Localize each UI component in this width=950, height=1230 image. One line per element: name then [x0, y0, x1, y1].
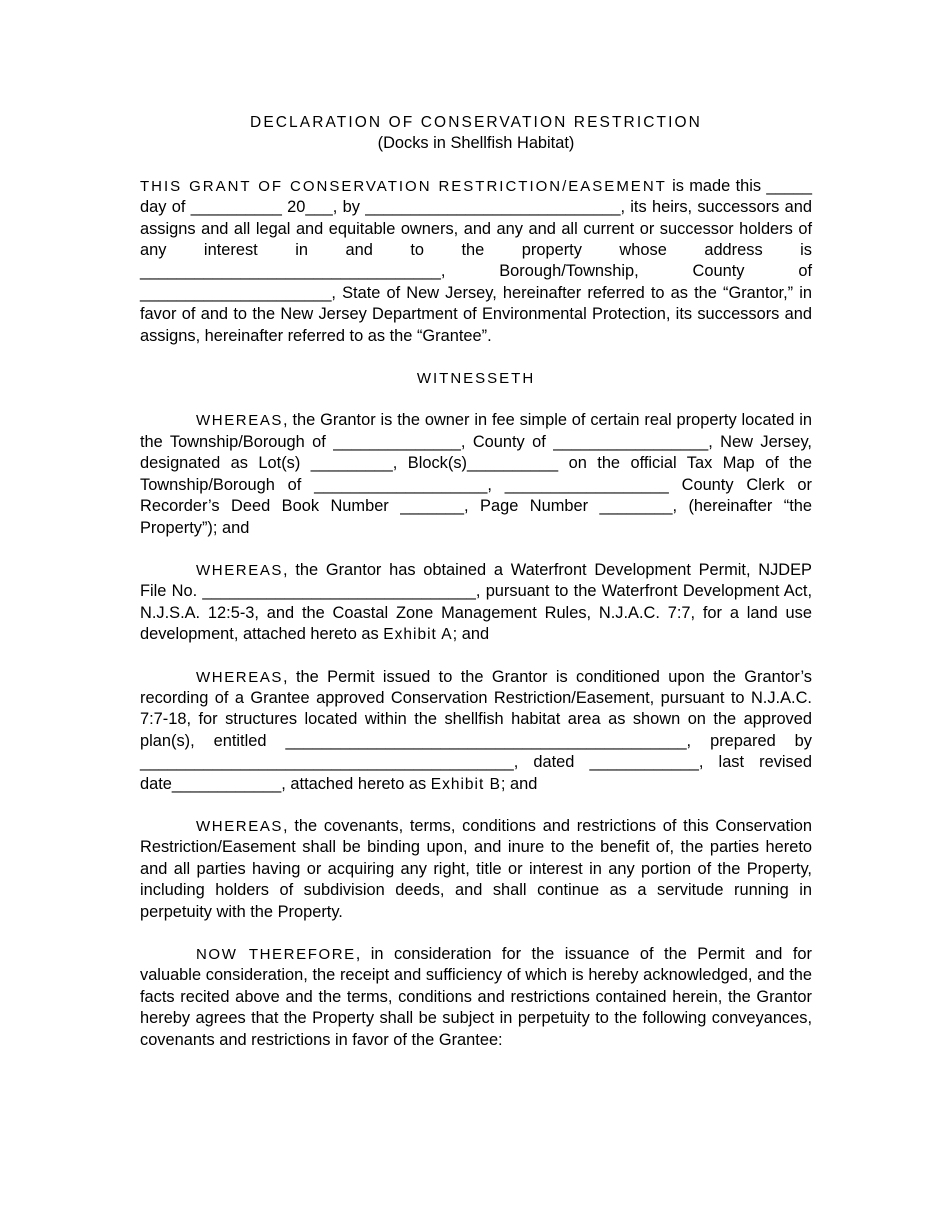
document-page [140, 112, 812, 1051]
whereas-paragraph-2 [140, 560, 812, 646]
whereas-body-end: ; and [452, 625, 490, 644]
whereas-paragraph-3 [140, 667, 812, 795]
whereas-body-end: ; and [500, 774, 538, 793]
document-title: DECLARATION OF CONSERVATION RESTRICTION [250, 114, 702, 131]
whereas-body: , the Grantor has obtained a Waterfront Development Permit, NJDEP File No. ______________________________, pursuant to the Waterfront Development Act, N.J.S.A. 12:5-3, and the Coastal Zone Management Rules, N.J.A.C. 7:7, for a land use development, attached hereto as [140, 560, 812, 644]
whereas-body: , the covenants, terms, conditions and restrictions of this Conservation Restriction/Easement shall be binding upon, and inure to the benefit of, the parties hereto and all parties having or acquiring any right, title or interest in any portion of the Property, including holders of subdivision deeds, and shall continue as a servitude running in perpetuity with the Property. [140, 816, 812, 921]
now-therefore-lead: NOW THEREFORE [196, 946, 356, 963]
document-subtitle: (Docks in Shellfish Habitat) [377, 134, 575, 153]
witnesseth-heading: WITNESSETH [416, 370, 536, 388]
grant-paragraph [140, 176, 812, 347]
whereas-paragraph-1 [140, 410, 812, 538]
whereas-lead: WHEREAS [196, 668, 284, 686]
whereas-body: , the Permit issued to the Grantor is conditioned upon the Grantor’s recording of a Grantee approved Conservation Restriction/Easement, pursuant to N.J.A.C. 7:7-18, for structures located within the shellfish habitat area as shown on the approved plan(s), entitled ____________________________________________, prepared by _________________________________________, dated ____________, last revised date____________, attached hereto as [140, 667, 812, 793]
whereas-lead: WHEREAS [196, 817, 284, 835]
grant-body: is made this _____ day of __________ 20___, by ____________________________, its heirs, successors and assigns and all legal and equitable owners, and any and all current or successor holders of any interest in and to the property whose address is _________________________________, Borough/Township, County of _____________________, State of New Jersey, hereinafter referred to as the “Grantor,” in favor of and to the New Jersey Department of Environmental Protection, its successors and assigns, hereinafter referred to as the “Grantee”. [140, 176, 812, 345]
whereas-paragraph-4 [140, 816, 812, 923]
exhibit-a-ref: Exhibit A [383, 626, 453, 644]
now-therefore-paragraph [140, 944, 812, 1051]
exhibit-b-ref: Exhibit B [430, 775, 501, 793]
whereas-lead: WHEREAS [196, 412, 284, 430]
whereas-lead: WHEREAS [196, 561, 284, 579]
whereas-body: , the Grantor is the owner in fee simple of certain real property located in the Township/Borough of ______________, County of _________________, New Jersey, designated as Lot(s) _________, Block(s)__________ on the official Tax Map of the Township/Borough of ___________________, __________________ County Clerk or Recorder’s Deed Book Number _______, Page Number ________, (hereinafter “the Property”); and [140, 411, 812, 537]
now-therefore-body: , in consideration for the issuance of the Permit and for valuable consideration, the receipt and sufficiency of which is hereby acknowledged, and the facts recited above and the terms, conditions and restrictions contained herein, the Grantor hereby agrees that the Property shall be subject in perpetuity to the following conveyances, covenants and restrictions in favor of the Grantee: [140, 945, 813, 1049]
grant-lead: THIS GRANT OF CONSERVATION RESTRICTION/EASEMENT [140, 177, 667, 195]
